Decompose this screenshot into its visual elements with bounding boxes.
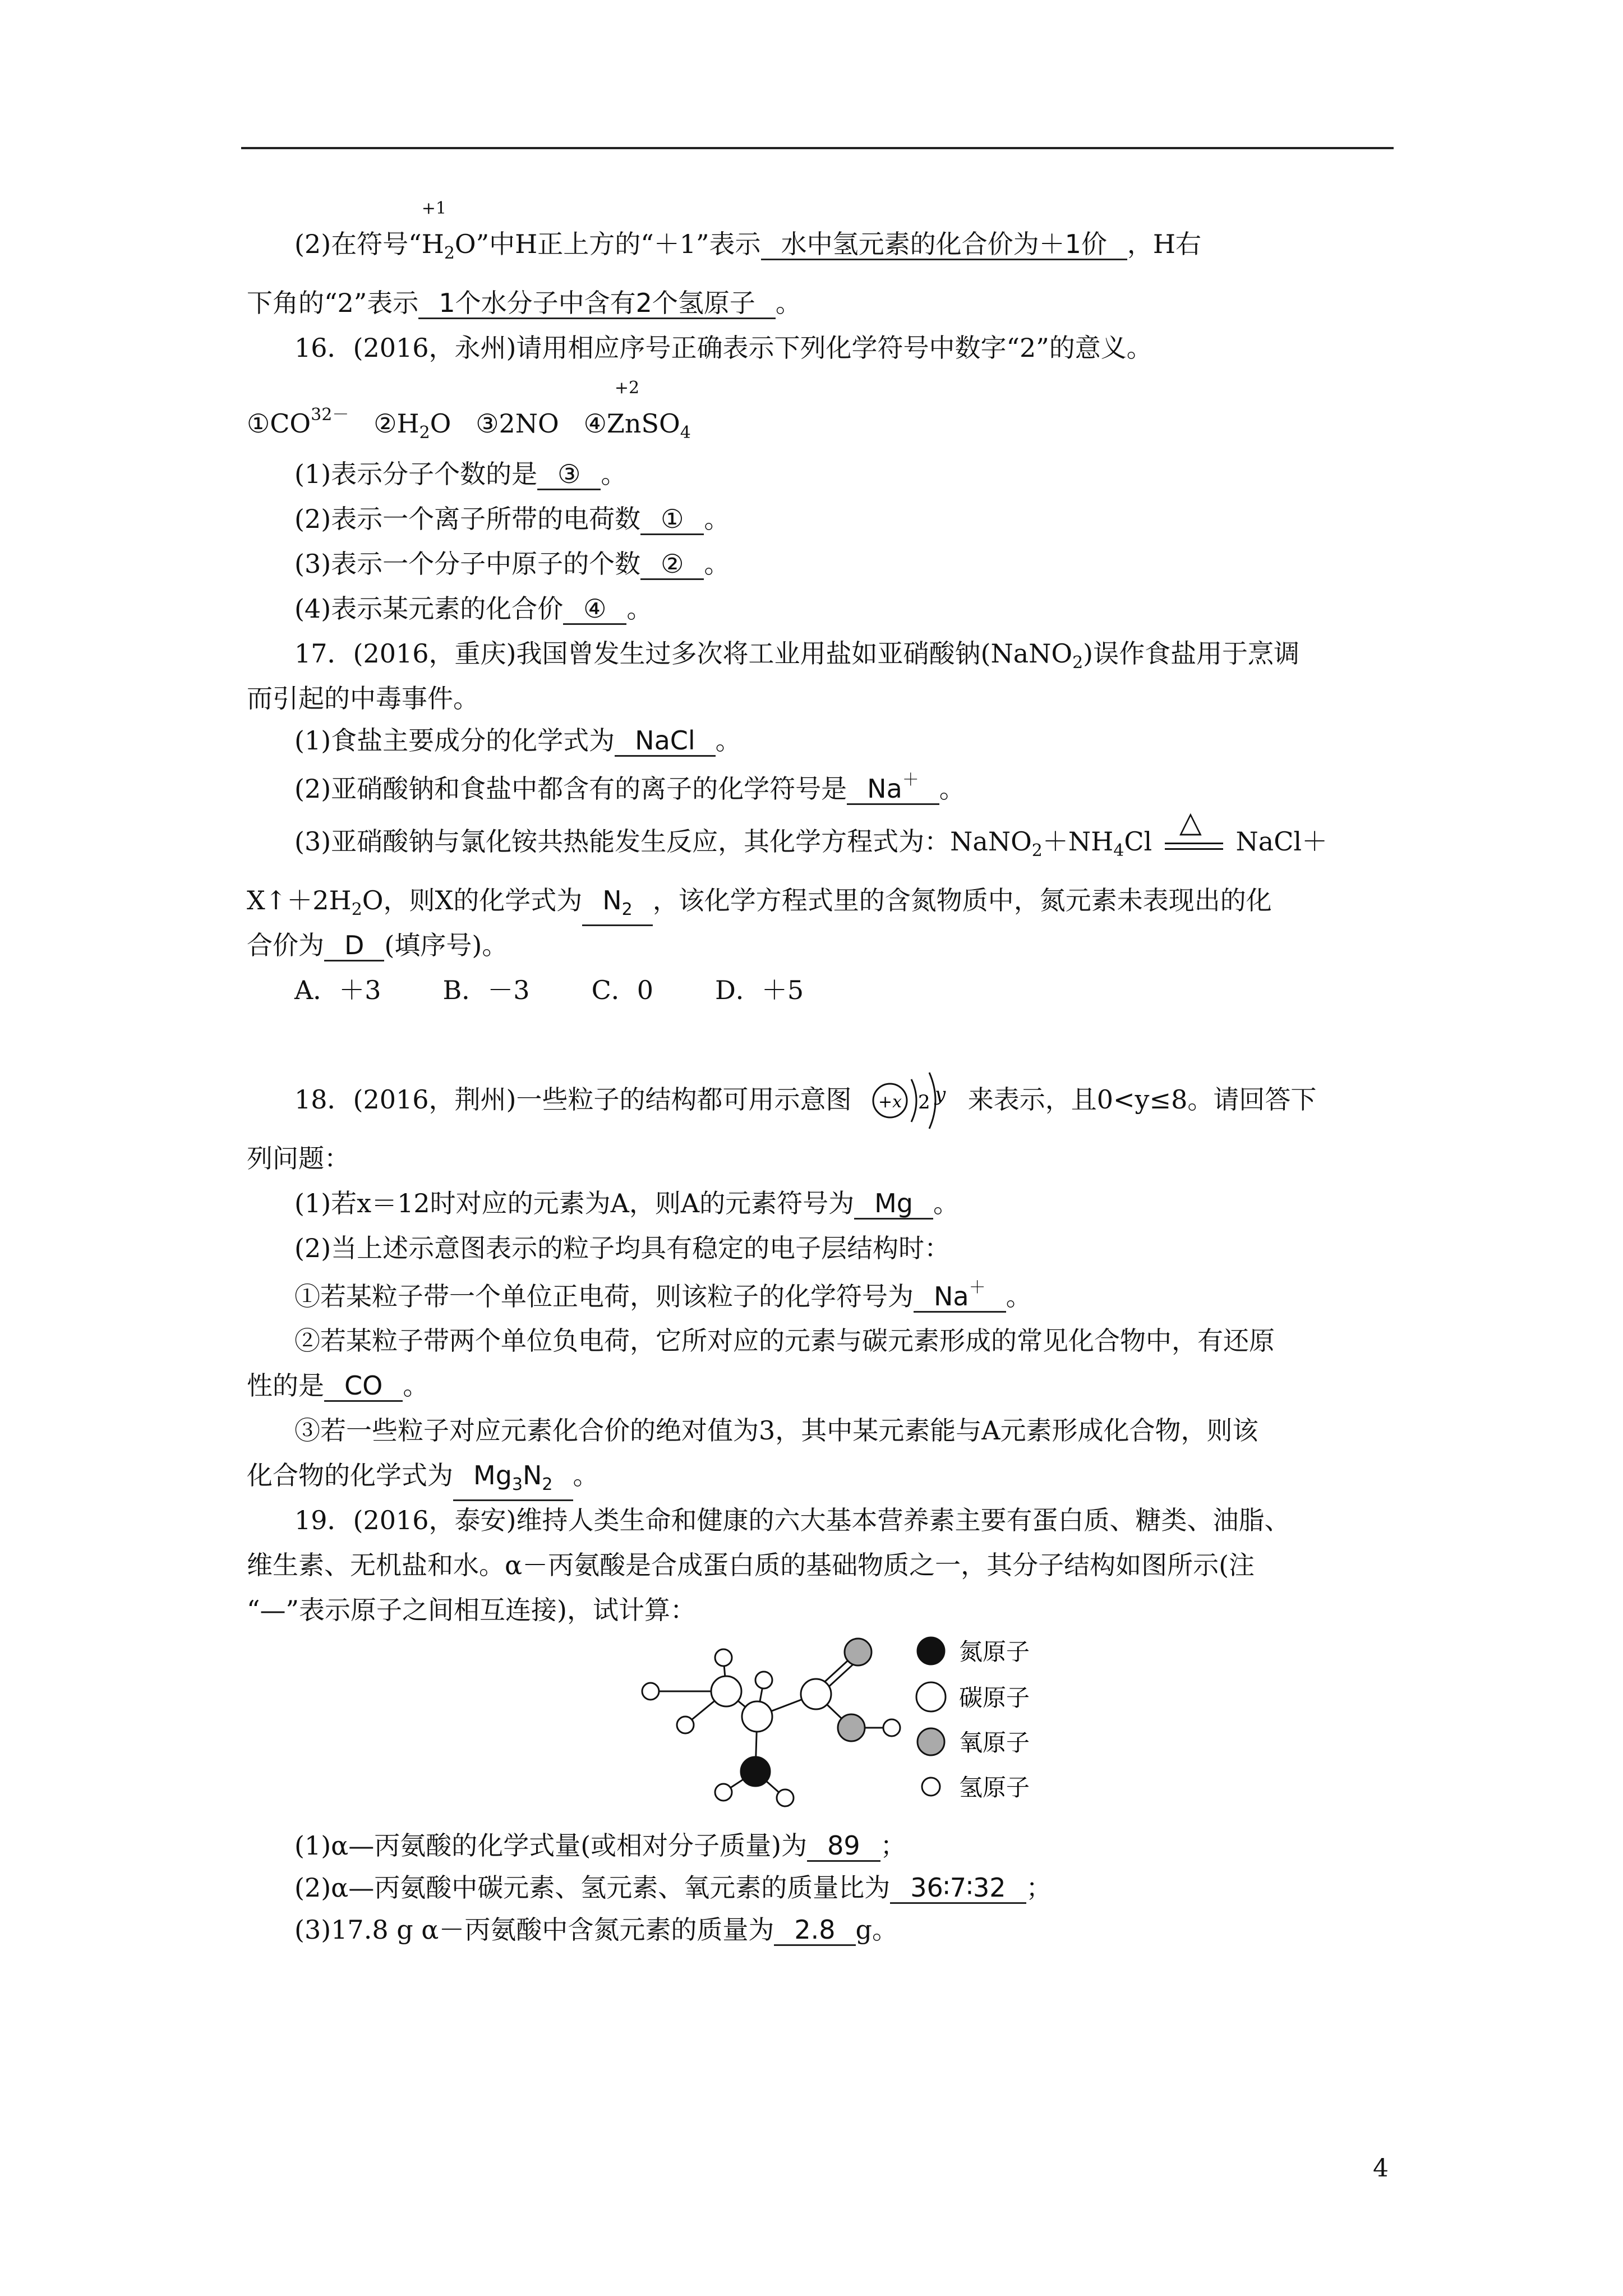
q17-part-3 [294,806,1328,868]
molecule-legend [914,1630,1082,1815]
part-text: O，则X的化学式为 [362,885,583,915]
q16-part-3 [294,547,730,581]
superscript: 2－ [321,405,349,425]
hydrogen-atom [677,1717,694,1733]
superscript: ＋ [902,770,919,790]
q19-part-1 [294,1829,906,1862]
q16-stem: 16．(2016，永州)请用相应序号正确表示下列化学符号中数字“2”的意义。 [294,333,1152,363]
option-2: ②H [374,408,419,439]
q17-stem-1 [294,637,1299,680]
legend-oxygen: 氧原子 [959,1729,1030,1756]
heat-icon: △ [1179,806,1202,839]
part-text: X↑＋2H [247,885,352,915]
q19-stem-2: 维生素、无机盐和水。α－丙氨酸是合成蛋白质的基础物质之一，其分子结构如图所示(注 [247,1550,1255,1580]
choice-d: D．＋5 [715,975,804,1005]
q16-part-2 [294,502,730,536]
part-text: (3)表示一个分子中原子的个数 [294,549,641,579]
answer-blank: D [324,931,384,961]
part-text: NaCl＋ [1235,826,1328,857]
legend-hydrogen: 氢原子 [959,1774,1030,1801]
page-number: 4 [1373,2154,1389,2183]
subscript: 2 [1031,841,1043,861]
q18-stem-2: 列问题： [247,1143,350,1174]
part-text: (2)α—丙氨酸中碳元素、氢元素、氧元素的质量比为 [294,1872,891,1903]
hydrogen-atom [642,1683,659,1700]
q17-part-3c [247,928,508,962]
subscript: 4 [1113,841,1124,861]
option-2-rest: O [430,408,451,439]
alanine-molecule-diagram [639,1627,942,1818]
hydrogen-atom [715,1784,732,1801]
q17-stem-2: 而引起的中毒事件。 [247,683,479,714]
part-text: ； [880,1830,906,1861]
header-rule [241,147,1394,149]
part-text: 。 [939,774,965,804]
answer-blank: ② [640,549,704,580]
option-4: ④ [583,408,607,439]
answer-blank [582,886,653,926]
shell-1-count: 2 [918,1091,930,1114]
q18-sub-3-line1: ③若一些粒子对应元素化合价的绝对值为3，其中某元素能与A元素形成化合物，则该 [294,1415,1258,1446]
part-text: Cl [1124,826,1152,857]
oxygen-atom [838,1714,865,1741]
subscript: 2 [351,900,362,919]
q15-2-line2 [247,286,801,320]
q16-part-4 [294,592,652,625]
carbon-atom [711,1676,741,1706]
part-text: (1)食盐主要成分的化学式为 [294,725,615,756]
q19-part-3 [294,1913,898,1947]
subscript: 2 [542,1475,553,1494]
q18-sub-2-line1: ②若某粒子带两个单位负电荷，它所对应的元素与碳元素形成的常见化合物中，有还原 [294,1326,1275,1356]
q18-part-1 [294,1186,959,1220]
q19-stem-1: 19．(2016，泰安)维持人类生命和健康的六大基本营养素主要有蛋白质、糖类、油脂、 [294,1505,1290,1535]
part-text: (4)表示某元素的化合价 [294,593,564,624]
q18-part-2: (2)当上述示意图表示的粒子均具有稳定的电子层结构时： [294,1233,951,1263]
answer-blank [453,1461,573,1501]
q16-part-1 [294,457,626,491]
part-text: (3)17.8 g α－丙氨酸中含氮元素的质量为 [294,1915,774,1945]
part-text: 化合物的化学式为 [247,1460,453,1490]
q17-choices [294,973,865,1007]
subscript: 2 [621,900,633,919]
superscript: ＋ [969,1278,986,1297]
part-text: (填序号)。 [384,930,508,960]
subscript: 2 [444,243,455,263]
subscript: 4 [680,423,691,443]
shell-2-count: y [935,1083,946,1106]
part-text: 。 [1006,1281,1032,1312]
q15-2-line1 [294,199,1201,270]
stem-text: 18．(2016，荆州)一些粒子的结构都可用示意图 [294,1084,852,1115]
answer-text: Na [934,1281,969,1312]
subscript: 2 [419,423,430,443]
hydrogen-atom [715,1649,732,1666]
valence-mark: +2 [614,378,640,398]
q18-sub-1 [294,1273,1032,1313]
part-text: 。 [573,1460,599,1490]
part-text: 。 [704,504,730,534]
answer-blank: 2.8 [774,1915,855,1946]
answer-text: N [522,1460,542,1490]
choice-c: C．0 [591,975,654,1005]
hydrogen-atom [755,1672,772,1688]
q15-2-text: ”中H正上方的“＋1”表示 [476,229,761,259]
answer-blank: 水中氢元素的化合价为＋1价 [761,229,1127,260]
subscript: 3 [311,405,322,425]
carbon-legend-icon [916,1682,946,1711]
part-text: (3)亚硝酸钠与氯化铵共热能发生反应，其化学方程式为：NaNO [294,826,1032,857]
q17-part-1 [294,724,741,757]
q18-sub-2-line2 [247,1369,428,1402]
option-1: ①CO [247,408,311,439]
answer-blank: ④ [563,594,626,625]
legend-carbon: 碳原子 [959,1684,1030,1711]
q15-2-text: 。 [775,288,801,318]
element-symbol: Zn [606,408,642,439]
answer-text: Mg [473,1460,512,1490]
part-text: (1)若x＝12时对应的元素为A，则A的元素符号为 [294,1188,855,1218]
part-text: 。 [933,1188,959,1218]
hydrogen-legend-icon [922,1778,940,1796]
oxygen-legend-icon [917,1728,944,1755]
q17-part-3b [247,884,1272,927]
part-text: 。 [403,1370,429,1401]
option-4-rest: SO [641,408,680,439]
valence-mark: +1 [421,199,446,218]
part-text: (1)表示分子个数的是 [294,459,538,489]
q15-2-text: ，H右 [1127,229,1201,259]
part-text: ①若某粒子带一个单位正电荷，则该粒子的化学符号为 [294,1281,914,1312]
answer-blank: ③ [537,459,601,490]
part-text: 。 [626,593,653,624]
part-text: (1)α—丙氨酸的化学式量(或相对分子质量)为 [294,1830,808,1861]
water-formula [421,199,446,261]
nitrogen-legend-icon [917,1637,944,1664]
part-text: g。 [855,1915,898,1945]
part-text: 。 [601,459,627,489]
atom-structure-diagram [868,1057,952,1141]
answer-blank: CO [324,1371,403,1402]
formula-rest: O [454,229,476,259]
hydrogen-atom [777,1789,794,1806]
part-text: (2)亚硝酸钠和食盐中都含有的离子的化学符号是 [294,774,847,804]
part-text: (2)表示一个离子所带的电荷数 [294,504,641,534]
nucleus-label: +x [878,1092,902,1112]
choice-b: B．－3 [442,975,530,1005]
answer-blank [914,1273,1006,1313]
element-symbol: H [421,229,444,259]
q19-stem-3: “—”表示原子之间相互连接)，试计算： [247,1595,696,1625]
carbon-atom [742,1701,772,1732]
answer-blank: NaCl [615,726,716,757]
heat-equals-sign [1160,806,1228,861]
answer-blank: 89 [807,1831,880,1862]
q18-sub-3-line2 [247,1458,599,1501]
answer-text: N [602,885,622,915]
subscript: 3 [511,1475,523,1494]
carbon-atom [801,1679,831,1709]
q19-part-2 [294,1871,1052,1904]
q18-stem [294,1083,1316,1116]
q17-part-2 [294,766,965,806]
stem-text: 来表示，且0<y≤8。请回答下 [967,1084,1317,1115]
stem-text: 17．(2016，重庆)我国曾发生过多次将工业用盐如亚硝酸钠(NaNO [294,638,1073,669]
q16-options [247,378,691,450]
part-text: 。 [715,725,741,756]
zn-valence [606,378,642,440]
part-text: ； [1026,1872,1052,1903]
answer-text: Na [867,774,902,804]
oxygen-atom [845,1639,872,1665]
answer-blank: ① [640,504,704,535]
part-text: ＋NH [1042,826,1114,857]
option-3: ③2NO [476,408,559,439]
stem-text: )误作食盐用于烹调 [1083,638,1300,669]
answer-blank: 36∶7∶32 [890,1873,1026,1904]
choice-a: A．＋3 [294,975,381,1005]
q15-2-text: 下角的“2”表示 [247,288,419,318]
legend-nitrogen: 氮原子 [959,1638,1030,1665]
hydrogen-atom [883,1719,900,1736]
part-text: 。 [704,549,730,579]
answer-blank: 1个水分子中含有2个氢原子 [418,288,776,319]
part-text: ，该化学方程式里的含氮物质中，氮元素未表现出的化 [652,885,1272,915]
q15-2-text: (2)在符号“ [294,229,422,259]
part-text: 性的是 [247,1370,324,1401]
answer-blank: Mg [854,1189,933,1220]
answer-blank [847,766,939,805]
nitrogen-atom [741,1757,770,1786]
subscript: 2 [1072,653,1083,673]
part-text: 合价为 [247,930,324,960]
